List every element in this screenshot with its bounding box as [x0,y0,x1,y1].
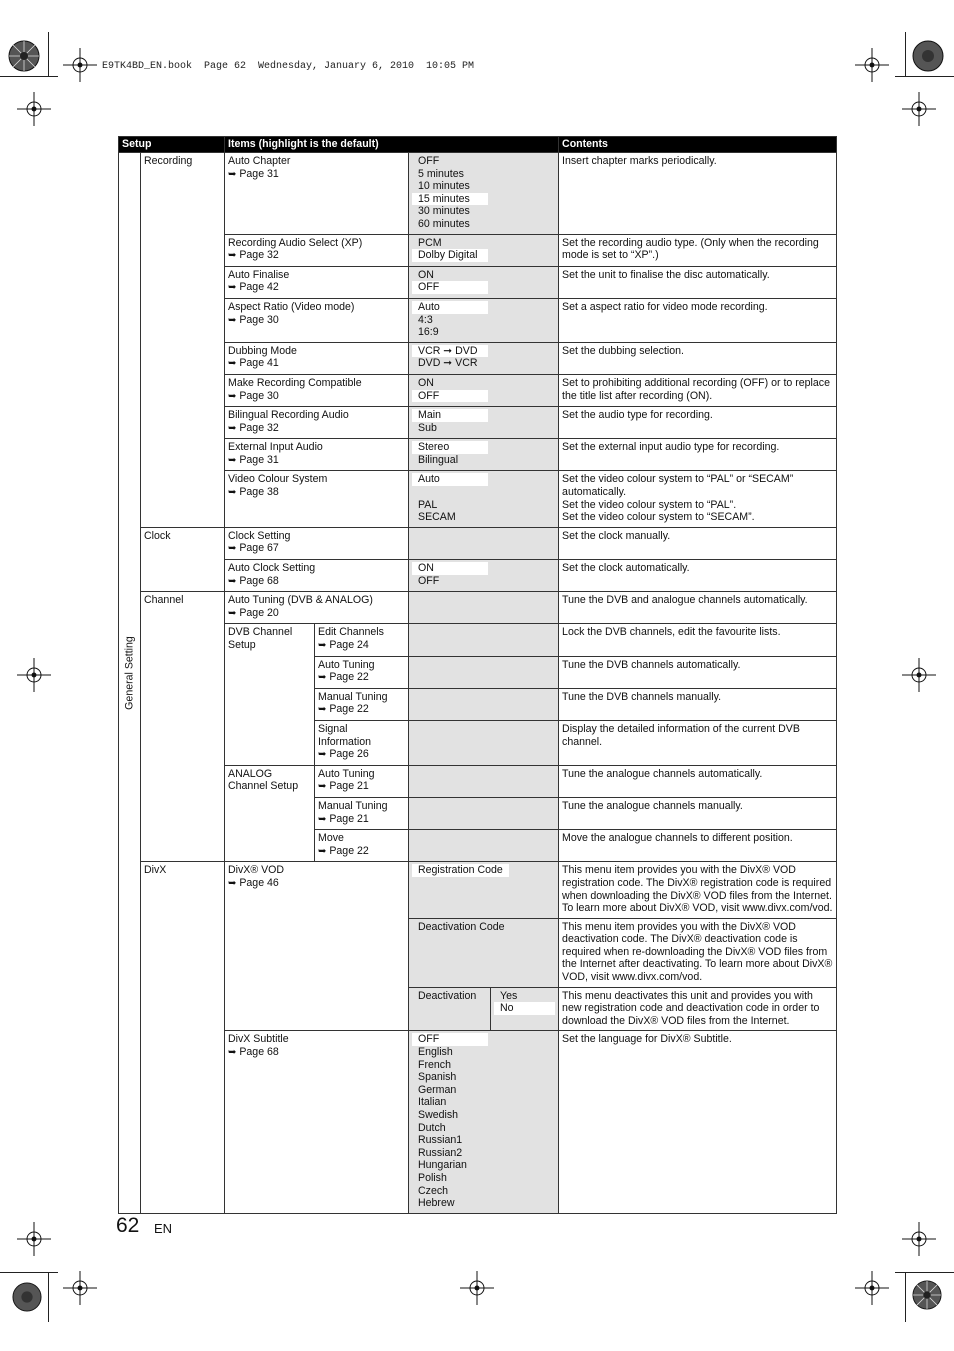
option-item: DVD ➞ VCR [418,357,478,370]
options-cell [409,298,559,342]
crop-line [0,1272,58,1273]
table-row [119,471,837,527]
item-cell: Bilingual Recording Audio ➥ Page 32 [225,407,409,439]
options-cell [409,342,559,374]
content-cell: Set the external input audio type for recording. [559,439,837,471]
option-item: OFF [418,574,440,587]
options-cell [409,830,559,862]
option-item: Bilingual [418,453,459,466]
option-item: French [418,1058,451,1071]
options-cell [409,592,559,624]
analog-setup-label: ANALOG Channel Setup [225,765,315,862]
table-row [119,153,837,235]
option-item: English [418,1046,453,1059]
right-arrow-icon: ➥ [228,607,237,619]
options-cell [409,656,559,688]
right-arrow-icon: ➥ [228,250,237,262]
right-arrow-icon: ➥ [228,314,237,326]
options-cell [409,765,559,797]
option-item: German [418,1083,457,1096]
table-row [119,592,837,624]
table-row [119,862,837,918]
options-cell [409,527,559,559]
item-cell: Dubbing Mode ➥ Page 41 [225,342,409,374]
option-item-default: Registration Code [412,864,509,877]
crop-line [48,1272,49,1322]
item-cell: Video Colour System ➥ Page 38 [225,471,409,527]
item-cell: External Input Audio ➥ Page 31 [225,439,409,471]
right-arrow-icon: ➥ [228,487,237,499]
option-item-default: Stereo [412,441,488,454]
option-item: Dutch [418,1121,446,1134]
option-item: PCM [418,236,442,249]
sub-options-cell [491,987,559,1031]
side-label: General Setting [123,636,136,710]
table-row [119,765,837,797]
header-items: Items (highlight is the default) [225,137,559,153]
option-item-default: Main [412,409,488,422]
right-arrow-icon: ➥ [228,282,237,294]
table-row [119,560,837,592]
group-recording: Recording [141,153,225,528]
right-arrow-icon: ➥ [318,781,327,793]
options-cell [409,407,559,439]
content-cell: Set the video colour system to “PAL” or “SECAM” automatically. Set the video colour system to “PAL”. Set the video colour system to “SECAM”. [559,471,837,527]
option-item: Italian [418,1096,447,1109]
option-item-default: No [494,1002,555,1015]
option-item-default: VCR ➞ DVD [412,345,488,358]
content-cell: Move the analogue channels to different position. [559,830,837,862]
option-item: Spanish [418,1071,457,1084]
content-cell: Set the clock manually. [559,527,837,559]
content-cell: Set a aspect ratio for video mode recording. [559,298,837,342]
right-arrow-icon: ➥ [228,358,237,370]
options-cell [409,862,559,918]
content-cell: Tune the DVB and analogue channels automatically. [559,592,837,624]
item-cell: Auto Finalise ➥ Page 42 [225,266,409,298]
option-item: Sub [418,421,437,434]
right-arrow-icon: ➥ [228,575,237,587]
option-item: 5 minutes [418,167,464,180]
crosshair-icon [63,1271,97,1305]
option-item: Deactivation Code [418,920,505,933]
option-item: 30 minutes [418,205,470,218]
crosshair-icon [855,1271,889,1305]
table-row [119,234,837,266]
crosshair-icon [17,1222,51,1256]
option-item-default: Dolby Digital [412,249,488,262]
item-cell [225,153,409,235]
table-row [119,624,837,656]
right-arrow-icon: ➥ [228,168,237,180]
table-row [119,407,837,439]
options-cell [409,797,559,829]
content-cell: Set the recording audio type. (Only when the recording mode is set to “XP”.) [559,234,837,266]
item-cell: Auto Clock Setting ➥ Page 68 [225,560,409,592]
right-arrow-icon: ➥ [228,877,237,889]
item-cell: Make Recording Compatible ➥ Page 30 [225,374,409,406]
registration-wheel-icon [8,40,40,72]
crop-line [905,1272,906,1322]
item-cell: Auto Tuning ➥ Page 22 [315,656,409,688]
setup-table [118,136,837,1214]
options-cell [409,374,559,406]
item-cell: Auto Tuning ➥ Page 21 [315,765,409,797]
option-item: ON [418,376,434,389]
item-cell: Manual Tuning ➥ Page 22 [315,688,409,720]
crop-line [895,1272,954,1273]
table-row [119,1031,837,1213]
option-item: Russian1 [418,1134,463,1147]
item-cell: Move ➥ Page 22 [315,830,409,862]
option-item-default: Auto [412,473,488,486]
option-item: 60 minutes [418,217,470,230]
options-cell [409,720,559,765]
book-header: E9TK4BD_EN.book Page 62 Wednesday, January 6, 2010 10:05 PM [102,61,475,72]
right-arrow-icon: ➥ [318,749,327,761]
option-item: Deactivation [418,989,477,1002]
crosshair-icon [17,92,51,126]
item-cell: Auto Tuning (DVB & ANALOG) ➥ Page 20 [225,592,409,624]
option-item: 16:9 [418,326,439,339]
crosshair-icon [902,92,936,126]
content-cell: Set the dubbing selection. [559,342,837,374]
table-row [119,374,837,406]
options-cell [409,153,559,235]
table-row [119,266,837,298]
option-item: 10 minutes [418,180,470,193]
options-cell [409,234,559,266]
right-arrow-icon: ➥ [228,390,237,402]
option-item-default: OFF [412,390,488,403]
content-cell: Set the clock automatically. [559,560,837,592]
option-item: Czech [418,1184,449,1197]
item-cell: DivX® VOD ➥ Page 46 [225,862,409,1031]
crosshair-icon [902,658,936,692]
content-cell: Tune the analogue channels automatically. [559,765,837,797]
content-cell: Insert chapter marks periodically. [559,153,837,235]
content-cell: Tune the DVB channels manually. [559,688,837,720]
item-cell: Manual Tuning ➥ Page 21 [315,797,409,829]
content-cell: This menu item provides you with the DivX® VOD deactivation code. The DivX® deactivation code is required when re-downloading the DivX® VOD files from the Internet after deactivating. To learn more about DivX® VOD, visit www.divx.com/vod. [559,918,837,987]
option-item: Yes [500,989,518,1002]
content-cell: Set the audio type for recording. [559,407,837,439]
content-cell: Tune the analogue channels manually. [559,797,837,829]
options-cell [409,439,559,471]
crop-line [48,32,49,76]
side-label-cell [119,153,141,1214]
right-arrow-icon: ➥ [318,845,327,857]
right-arrow-icon: ➥ [318,813,327,825]
options-cell [409,624,559,656]
content-cell: Display the detailed information of the current DVB channel. [559,720,837,765]
registration-wheel-icon [912,40,944,72]
item-cell: Signal Information ➥ Page 26 [315,720,409,765]
header-setup: Setup [119,137,225,153]
crosshair-icon [855,48,889,82]
content-cell: This menu item provides you with the DivX® VOD registration code. The DivX® registration code is required when downloading the DivX® VOD files from the Internet. To learn more about DivX® VOD, visit www.divx.com/vod. [559,862,837,918]
right-arrow-icon: ➥ [228,454,237,466]
crop-line [895,76,954,77]
right-arrow-icon: ➥ [318,640,327,651]
page-ref: ➥ Page 31 [228,167,279,180]
group-clock: Clock [141,527,225,591]
option-item: Russian2 [418,1146,463,1159]
table-row [119,439,837,471]
option-item: Polish [418,1171,447,1184]
dvb-setup-label: DVB Channel Setup [225,624,315,765]
item-cell: Edit Channels ➥ Page 24 [315,624,409,656]
page-language: EN [154,1221,173,1236]
option-item: Swedish [418,1109,459,1121]
crosshair-icon [63,48,97,82]
options-cell [409,266,559,298]
option-spacer [412,486,555,499]
content-cell: Set to prohibiting additional recording (OFF) or to replace the title list after recording (ON). [559,374,837,406]
option-item-default: OFF [412,281,488,294]
option-item: PAL [418,498,438,511]
registration-wheel-icon [912,1280,942,1310]
options-cell [409,1031,559,1213]
content-cell: Set the language for DivX® Subtitle. [559,1031,837,1213]
table-header-row [119,137,837,153]
header-contents: Contents [559,137,837,153]
crosshair-icon [460,1271,494,1305]
crop-line [0,76,58,77]
right-arrow-icon: ➥ [318,672,327,684]
option-item: ON [418,268,434,281]
table-row [119,527,837,559]
content-cell: This menu deactivates this unit and provides you with new registration code and deactivation code in order to download the DivX® VOD files from the Internet. [559,987,837,1031]
content-cell: Set the unit to finalise the disc automatically. [559,266,837,298]
options-cell [409,688,559,720]
options-cell [409,918,559,987]
crosshair-icon [17,658,51,692]
option-item: Hungarian [418,1159,467,1172]
options-cell [409,560,559,592]
registration-wheel-icon [12,1282,42,1312]
group-divx: DivX [141,862,225,1213]
option-item-default: 15 minutes [412,193,488,206]
option-item: 4:3 [418,313,433,326]
option-item: Hebrew [418,1197,455,1210]
content-cell: Lock the DVB channels, edit the favourite lists. [559,624,837,656]
page-number: 62 [116,1214,140,1237]
right-arrow-icon: ➥ [228,1047,237,1059]
option-item: SECAM [418,511,456,524]
option-item: OFF [418,155,440,167]
item-cell: Recording Audio Select (XP) ➥ Page 32 [225,234,409,266]
right-arrow-icon: ➥ [228,543,237,555]
item-cell: DivX Subtitle ➥ Page 68 [225,1031,409,1213]
item-cell: Clock Setting ➥ Page 67 [225,527,409,559]
options-cell [409,471,559,527]
option-item-default: OFF [412,1033,488,1046]
right-arrow-icon: ➥ [228,422,237,434]
item-cell: Aspect Ratio (Video mode) ➥ Page 30 [225,298,409,342]
table-row [119,342,837,374]
right-arrow-icon: ➥ [318,704,327,716]
option-item-default: Auto [412,301,488,314]
crop-line [905,32,906,76]
option-item-default: ON [412,562,488,575]
table-row [119,298,837,342]
crosshair-icon [902,1222,936,1256]
content-cell: Tune the DVB channels automatically. [559,656,837,688]
options-cell [409,987,491,1031]
group-channel: Channel [141,592,225,862]
item-label: Auto Chapter [228,155,291,167]
